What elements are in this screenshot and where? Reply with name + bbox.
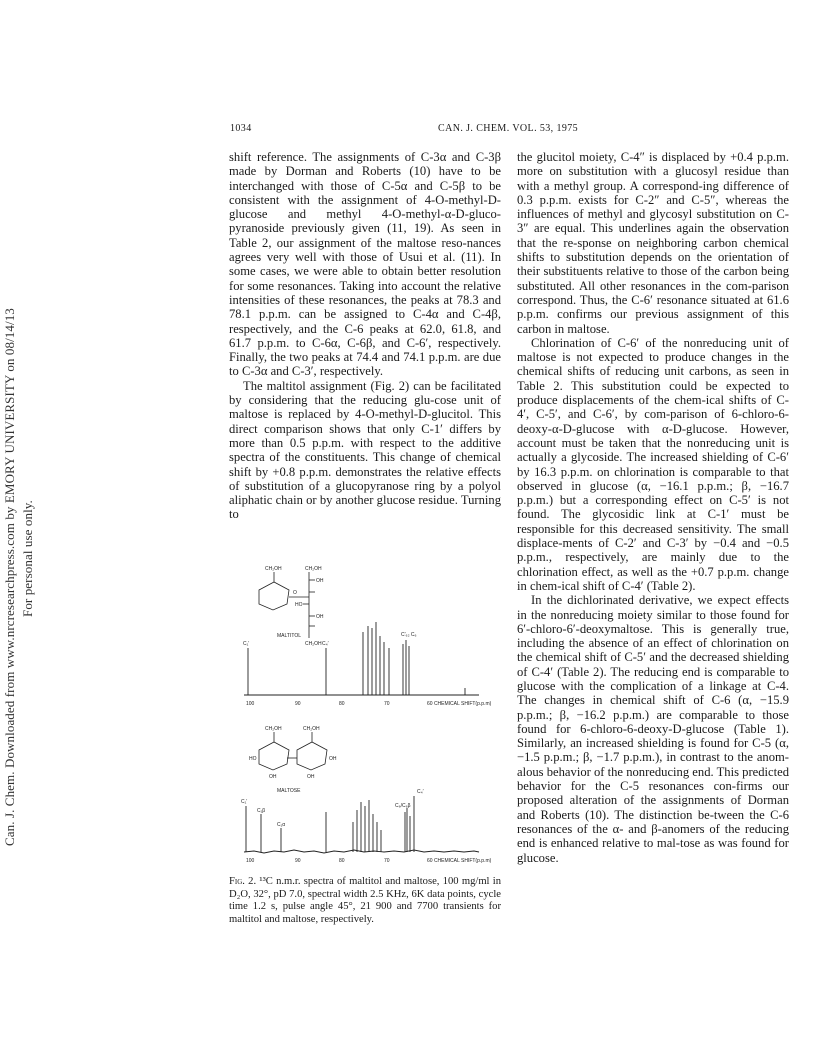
caption-text: ¹³C n.m.r. spectra of maltitol and maltose, 100 mg/ml in D₂O, 32°, pD 7.0, spectral width 2.5 KHz, 6K data points, cycle time 1.2 s, pulse angle 45°, 21 900 and 7700 transients for maltitol and maltose, respectively. <box>229 876 501 925</box>
peak-label: C₄′ <box>322 641 329 647</box>
spectrum-name-maltose: MALTOSE <box>277 788 301 794</box>
download-notice <box>0 60 56 860</box>
struct-label: OH <box>316 578 324 584</box>
struct-label: OH <box>307 774 315 780</box>
axis-tick: 90 <box>295 701 301 707</box>
struct-label: HO <box>249 756 257 762</box>
axis-title: 60 CHEMICAL SHIFT(p.p.m) <box>427 701 492 707</box>
axis-tick: 80 <box>339 701 345 707</box>
peak-label: C′₆₂ C₆ <box>401 632 417 638</box>
paragraph: The maltitol assignment (Fig. 2) can be facilitated by considering that the reducing glu-cose unit of maltose is replaced by 4-O-methyl-D-glucitol. This direct comparison shows that only C-1′ differs by more than 0.5 p.p.m. with respect to the additive spectra of the constituents. This change of chemical shift by +0.8 p.p.m. demonstrates the relative effects of substitution of a glucopyranose ring by a polyol aliphatic chain or by another glucose residue. Turning to <box>229 378 501 522</box>
maltose-structure <box>259 732 327 770</box>
left-column <box>229 150 501 522</box>
axis-tick: 100 <box>246 701 255 707</box>
journal-citation: CAN. J. CHEM. VOL. 53, 1975 <box>438 123 579 134</box>
nmr-spectra-figure <box>229 560 501 870</box>
paragraph: shift reference. The assignments of C-3α and C-3β made by Dorman and Roberts (10) have to be interchanged with those of C-5α and C-5β to be consistent with the assignment of 4-O-methyl-D-glucose and methyl 4-O-methyl-α-D-gluco-pyranoside previously given (11, 19). As seen in Table 2, our assignment of the maltose reso-nances agrees very well with those of Usui et al. (11). In some cases, we were able to obtain better resolution for some resonances. Taking into account the relative intensities of these resonances, the peaks at 78.3 and 78.1 p.p.m. can be assigned to C-4α and C-4β, respectively, and the C-6 peaks at 62.0, 61.8, and 61.7 p.p.m. to C-6α, C-6β, and C-6′, respectively. Finally, the two peaks at 74.4 and 74.1 p.p.m. are due to C-3α and C-3′, respectively. <box>229 150 501 379</box>
struct-label: OH <box>329 756 337 762</box>
paragraph: the glucitol moiety, C-4″ is displaced by +0.4 p.p.m. more on substitution with a glucosyl residue than with a methyl group. A correspond-ing difference of 0.3 p.p.m. exists for C-2″ and C-5″, whereas the influences of methyl and glycosyl substitution on C-3″ are equal. This underlines again the observation that the re-sponse on neighboring carbon chemical shifts to substitution depends on the orientation of their substituents relative to those of the carbon being substituted. All other resonances in the com-parison correspond. Thus, the C-6′ resonance situated at 61.6 p.p.m. confirms our previous assignment of this carbon in maltose. <box>517 150 789 336</box>
right-column <box>517 150 789 865</box>
struct-label: CH₂OH <box>265 566 282 572</box>
figure-2 <box>229 560 501 870</box>
struct-label: O <box>293 590 297 596</box>
axis-title: 60 CHEMICAL SHIFT(p.p.m) <box>427 858 492 864</box>
axis-tick: 100 <box>246 858 255 864</box>
download-notice-line1: Can. J. Chem. Downloaded from www.nrcresearchpress.com by EMORY UNIVERSITY on 08/14/13 <box>2 308 17 846</box>
struct-label: CH₂OH <box>305 641 322 647</box>
running-header <box>230 123 817 139</box>
axis-tick: 70 <box>384 858 390 864</box>
peak-label: C₁β <box>257 808 266 814</box>
peak-label: C₆/C₆β <box>395 803 411 809</box>
spectrum-name-maltitol: MALTITOL <box>277 633 301 639</box>
struct-label: CH₂OH <box>265 726 282 732</box>
struct-label: CH₂OH <box>303 726 320 732</box>
struct-label: OH <box>316 614 324 620</box>
struct-label: OH <box>269 774 277 780</box>
page-number: 1034 <box>230 123 252 134</box>
peak-label: C₁α <box>277 822 286 828</box>
axis-tick: 80 <box>339 858 345 864</box>
maltitol-structure <box>259 572 315 638</box>
peak-label: C₁′ <box>241 799 248 805</box>
download-notice-line2: For personal use only. <box>20 500 35 617</box>
paragraph: Chlorination of C-6′ of the nonreducing unit of maltose is not expected to produce changes in the chemical shifts of reducing unit carbons, as seen in Table 2. This substitution could be expected to produce displacements of the chem-ical shifts of C-4′, C-5′, and C-6′, by com-parison of 6-chloro-6-deoxy-α-D-glucose with α-D-glucose. However, account must be taken that the nonreducing unit is actually a glycoside. The increased shielding of C-6′ by 16.3 p.p.m. on chlorination is comparable to that observed in glucose (α, −16.1 p.p.m.; β, −16.7 p.p.m.) but a corresponding effect on C-5′ is not found. The glycosidic link at C-1′ must be responsible for this decreased sensitivity. The small displace-ments of C-2′ and C-3′ by −0.4 and −0.5 p.p.m., respectively, are mainly due to the chlorination effect, as well as the +0.7 p.p.m. change in chem-ical shift of C-4′ (Table 2). <box>517 335 789 593</box>
axis-tick: 90 <box>295 858 301 864</box>
peak-label: C₄′ <box>417 789 424 795</box>
paragraph: In the dichlorinated derivative, we expect effects in the nonreducing moiety similar to those found for 6′-chloro-6′-deoxymaltose. This is generally true, including the absence of an effect of chlorination on the chemical shift of C-5′ and the decreased shielding of C-4′ (Table 2). The reducing end is comparable to glucose with the complication of a linkage at C-4. The changes in chemical shift of C-6 (α, −15.9 p.p.m.; β, −16.2 p.p.m.) are comparable to those found for 6-chloro-6-deoxy-D-glucose (Table 1). Similarly, an increased shielding is found for C-5 (α, −1.5 p.p.m.; β, −1.7 p.p.m.), in contrast to the anom-alous behavior of the nonreducing end. This predicted behavior for the C-5 resonances con-firms our proposed alteration of the assignments of Dorman and Roberts (10). The distinction be-tween the C-6 resonances of the α- and β-anomers of the reducing end is enhanced relative to mal-tose as was found for glucose. <box>517 593 789 865</box>
struct-label: CH₂OH <box>305 566 322 572</box>
peak-label: C₁′ <box>243 641 250 647</box>
struct-label: HO <box>295 602 303 608</box>
caption-label: Fig. 2. <box>229 876 257 887</box>
axis-tick: 70 <box>384 701 390 707</box>
figure-caption <box>229 876 501 926</box>
